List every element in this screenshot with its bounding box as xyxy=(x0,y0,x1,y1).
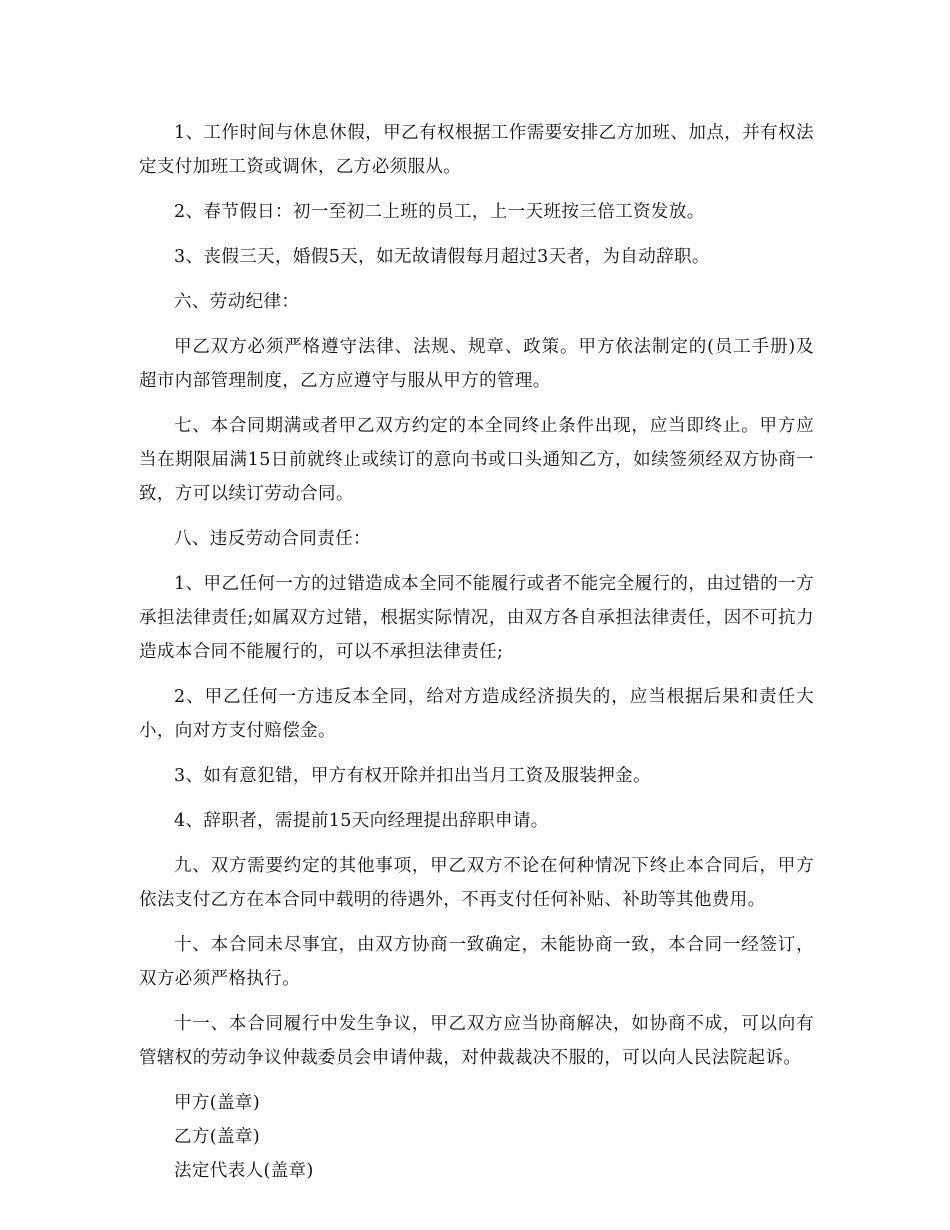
paragraph-breach-compensation: 2、甲乙任何一方违反本全同，给对方造成经济损失的，应当根据后果和责任大小，向对方支付赔偿金。 xyxy=(139,687,814,741)
paragraph-spring-festival: 2、春节假日：初一至初二上班的员工，上一天班按三倍工资发放。 xyxy=(174,202,705,222)
paragraph-breach-fault: 1、甲乙任何一方的过错造成本全同不能履行或者不能完全履行的，由过错的一方承担法律责任;如属双方过错，根据实际情况，由双方各自承担法律责任，因不可抗力造成本合同不能履行的，可以不承担法律责任; xyxy=(139,574,814,662)
paragraph-resignation: 4、辞职者，需提前15天向经理提出辞职申请。 xyxy=(174,811,549,831)
section-heading-breach-liability: 八、违反劳动合同责任： xyxy=(174,529,371,549)
section-heading-labor-discipline: 六、劳动纪律： xyxy=(174,292,300,312)
signature-party-a: 甲方(盖章) xyxy=(174,1093,261,1113)
document-body xyxy=(139,116,814,1188)
paragraph-intentional-misconduct: 3、如有意犯错，甲方有权开除并扣出当月工资及服装押金。 xyxy=(174,766,651,786)
signature-party-b: 乙方(盖章) xyxy=(174,1127,261,1147)
signature-legal-representative: 法定代表人(盖章) xyxy=(174,1161,314,1181)
paragraph-leave: 3、丧假三天，婚假5天，如无故请假每月超过3天者，为自动辞职。 xyxy=(174,247,710,267)
paragraph-dispute-resolution: 十一、本合同履行中发生争议，甲乙双方应当协商解决，如协商不成，可以向有管辖权的劳动争议仲裁委员会申请仲裁，对仲裁裁决不服的，可以向人民法院起诉。 xyxy=(139,1014,814,1068)
paragraph-unresolved-matters: 十、本合同未尽事宜，由双方协商一致确定，未能协商一致，本合同一经签订，双方必须严格执行。 xyxy=(139,935,814,989)
paragraph-contract-termination: 七、本合同期满或者甲乙双方约定的本全同终止条件出现，应当即终止。甲方应当在期限届满15日前就终止或续订的意向书或口头通知乙方，如续签须经双方协商一致，方可以续订劳动合同。 xyxy=(139,416,814,504)
paragraph-work-hours: 1、工作时间与休息休假，甲乙有权根据工作需要安排乙方加班、加点，并有权法定支付加班工资或调休，乙方必须服从。 xyxy=(139,123,814,177)
paragraph-other-matters: 九、双方需要约定的其他事项，甲乙双方不论在何种情况下终止本合同后，甲方依法支付乙方在本合同中载明的待遇外，不再支付任何补贴、补助等其他费用。 xyxy=(139,856,814,910)
paragraph-labor-discipline: 甲乙双方必须严格遵守法律、法规、规章、政策。甲方依法制定的(员工手册)及超市内部管理制度，乙方应遵守与服从甲方的管理。 xyxy=(139,337,814,391)
